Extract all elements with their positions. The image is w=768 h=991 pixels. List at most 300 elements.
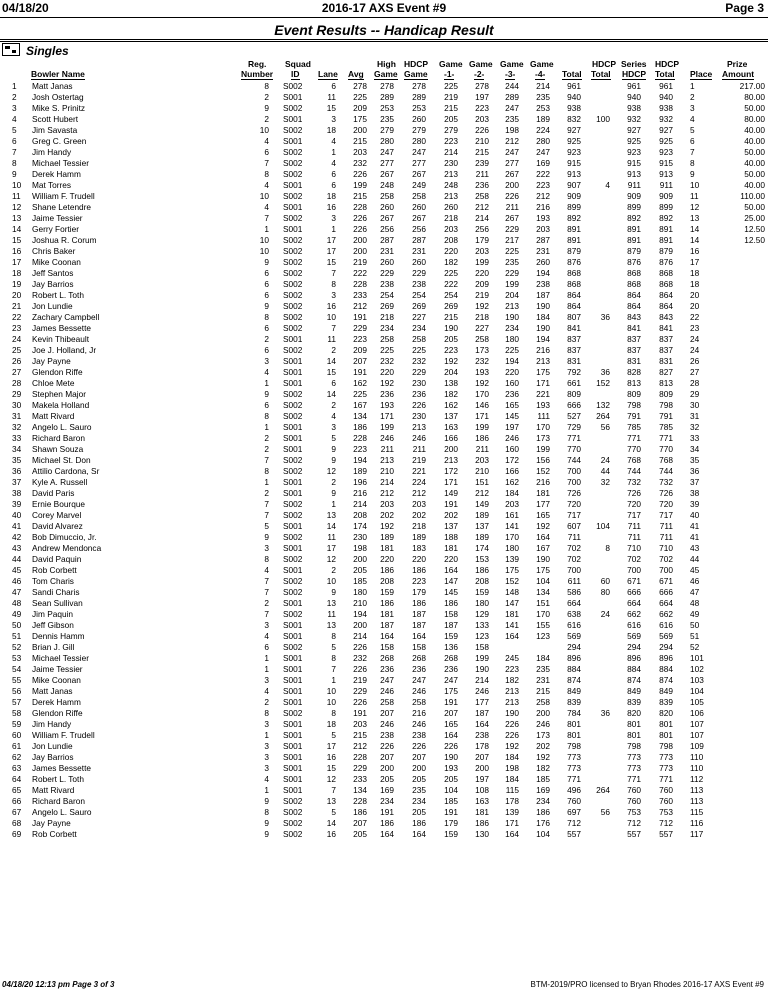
cell-lane: 17 — [326, 246, 336, 256]
cell-game-4: 203 — [536, 224, 550, 234]
cell-reg-number: 7 — [264, 499, 269, 509]
cell-squad-id: S001 — [283, 433, 303, 443]
cell-hdcp-game: 224 — [412, 477, 426, 487]
cell-average: 229 — [353, 763, 367, 773]
cell-game-4: 173 — [536, 730, 550, 740]
cell-reg-number: 1 — [264, 653, 269, 663]
cell-total: 868 — [567, 268, 581, 278]
cell-place: 34 — [690, 444, 700, 454]
cell-high-game: 232 — [380, 356, 394, 366]
cell-place: 113 — [690, 796, 704, 806]
cell-total: 891 — [567, 224, 581, 234]
cell-reg-number: 6 — [264, 323, 269, 333]
cell-reg-number: 7 — [264, 158, 269, 168]
cell-total: 831 — [567, 356, 581, 366]
cell-lane: 2 — [331, 565, 336, 575]
cell-lane: 11 — [327, 92, 336, 102]
cell-high-game: 256 — [380, 224, 394, 234]
cell-total: 661 — [567, 378, 581, 388]
cell-game-2: 189 — [475, 510, 489, 520]
cell-game-4: 104 — [536, 829, 550, 839]
table-row — [0, 620, 768, 631]
cell-game-2: 226 — [475, 125, 489, 135]
cell-hdcp-game: 221 — [412, 466, 426, 476]
cell-total: 841 — [567, 323, 581, 333]
cell-series-hdcp: 712 — [627, 818, 641, 828]
cell-hdcp-grand-total: 753 — [659, 807, 673, 817]
cell-row-number: 60 — [12, 730, 22, 740]
cell-game-1: 213 — [444, 169, 458, 179]
cell-hdcp-grand-total: 891 — [659, 235, 673, 245]
section-heading — [2, 43, 69, 58]
col-high-top: High — [377, 59, 396, 69]
cell-high-game: 220 — [380, 367, 394, 377]
table-row — [0, 543, 768, 554]
header-date: 04/18/20 — [2, 1, 49, 15]
cell-game-1: 172 — [444, 466, 458, 476]
cell-series-hdcp: 864 — [627, 301, 641, 311]
cell-series-hdcp: 896 — [627, 653, 641, 663]
cell-place: 20 — [690, 290, 700, 300]
cell-average: 186 — [353, 422, 367, 432]
cell-lane: 8 — [331, 653, 336, 663]
cell-series-hdcp: 864 — [627, 290, 641, 300]
cell-reg-number: 2 — [264, 697, 269, 707]
cell-game-2: 108 — [475, 785, 489, 795]
cell-hdcp-grand-total: 909 — [659, 191, 673, 201]
cell-hdcp-game: 258 — [412, 334, 426, 344]
cell-hdcp-game: 289 — [412, 92, 426, 102]
cell-place: 45 — [690, 565, 700, 575]
cell-place: 39 — [690, 499, 700, 509]
cell-game-1: 166 — [444, 433, 458, 443]
cell-squad-id: S002 — [283, 268, 303, 278]
cell-squad-id: S001 — [283, 741, 303, 751]
cell-row-number: 65 — [12, 785, 22, 795]
cell-place: 24 — [690, 334, 700, 344]
cell-lane: 8 — [331, 279, 336, 289]
cell-average: 205 — [353, 565, 367, 575]
cell-hdcp-grand-total: 864 — [659, 301, 673, 311]
cell-game-1: 159 — [444, 829, 458, 839]
cell-game-2: 153 — [475, 554, 489, 564]
cell-lane: 15 — [326, 367, 336, 377]
cell-total: 726 — [567, 488, 581, 498]
cell-bowler-name: Jim Handy — [32, 719, 72, 729]
cell-average: 199 — [353, 180, 367, 190]
cell-high-game: 254 — [380, 290, 394, 300]
cell-hdcp-grand-total: 925 — [659, 136, 673, 146]
cell-hdcp-grand-total: 843 — [659, 312, 673, 322]
cell-game-1: 236 — [444, 664, 458, 674]
cell-series-hdcp: 837 — [627, 334, 641, 344]
cell-high-game: 226 — [380, 741, 394, 751]
cell-average: 194 — [353, 609, 367, 619]
cell-row-number: 50 — [12, 620, 22, 630]
cell-game-3: 145 — [505, 411, 519, 421]
cell-squad-id: S002 — [283, 411, 303, 421]
cell-place: 109 — [690, 741, 704, 751]
cell-reg-number: 7 — [264, 587, 269, 597]
cell-place: 7 — [690, 147, 695, 157]
cell-bowler-name: Matt Rivard — [32, 411, 75, 421]
cell-row-number: 43 — [12, 543, 22, 553]
cell-lane: 17 — [326, 235, 336, 245]
cell-hdcp-game: 277 — [412, 158, 426, 168]
cell-hdcp-grand-total: 666 — [659, 587, 673, 597]
cell-squad-id: S002 — [283, 301, 303, 311]
cell-series-hdcp: 700 — [627, 565, 641, 575]
cell-hdcp-grand-total: 837 — [659, 334, 673, 344]
cell-squad-id: S002 — [283, 829, 303, 839]
cell-game-4: 184 — [536, 312, 550, 322]
cell-hdcp-game: 258 — [412, 697, 426, 707]
cell-bowler-name: Jim Handy — [32, 147, 72, 157]
table-row — [0, 598, 768, 609]
cell-place: 31 — [690, 411, 700, 421]
cell-game-4: 190 — [536, 323, 550, 333]
cell-average: 134 — [353, 411, 367, 421]
cell-series-hdcp: 773 — [627, 752, 641, 762]
cell-game-4: 260 — [536, 257, 550, 267]
cell-total: 773 — [567, 752, 581, 762]
cell-squad-id: S001 — [283, 631, 303, 641]
cell-bowler-name: Robert L. Toth — [32, 290, 84, 300]
cell-game-2: 137 — [475, 521, 489, 531]
cell-total: 874 — [567, 675, 581, 685]
cell-game-3: 192 — [505, 741, 519, 751]
cell-row-number: 67 — [12, 807, 22, 817]
cell-game-2: 214 — [475, 675, 489, 685]
col-reg-top: Reg. — [248, 59, 267, 69]
table-row — [0, 103, 768, 114]
cell-high-game: 247 — [380, 675, 394, 685]
cell-lane: 14 — [326, 818, 336, 828]
col-hdcptot-bot: Total — [655, 69, 675, 79]
cell-game-2: 215 — [475, 147, 489, 157]
cell-hdcp-total: 264 — [596, 785, 610, 795]
cell-hdcp-game: 211 — [412, 444, 426, 454]
cell-game-3: 225 — [505, 345, 519, 355]
cell-hdcp-grand-total: 884 — [659, 664, 673, 674]
cell-row-number: 48 — [12, 598, 22, 608]
cell-row-number: 57 — [12, 697, 22, 707]
cell-game-4: 156 — [536, 455, 550, 465]
cell-high-game: 193 — [380, 400, 394, 410]
cell-game-1: 215 — [444, 103, 458, 113]
cell-reg-number: 6 — [264, 147, 269, 157]
table-row — [0, 444, 768, 455]
cell-hdcp-game: 187 — [412, 620, 426, 630]
cell-place: 40 — [690, 510, 700, 520]
cell-game-3: 172 — [505, 455, 519, 465]
cell-total: 697 — [567, 807, 581, 817]
cell-game-1: 158 — [444, 609, 458, 619]
cell-bowler-name: Gerry Fortier — [32, 224, 80, 234]
cell-game-4: 287 — [536, 235, 550, 245]
cell-game-3: 198 — [505, 763, 519, 773]
cell-game-3: 245 — [505, 653, 519, 663]
cell-game-3: 182 — [505, 675, 519, 685]
cell-total: 884 — [567, 664, 581, 674]
cell-bowler-name: Jon Lundie — [32, 301, 73, 311]
cell-average: 226 — [353, 642, 367, 652]
cell-game-4: 104 — [536, 576, 550, 586]
cell-average: 194 — [353, 455, 367, 465]
title-divider — [0, 39, 768, 42]
cell-reg-number: 8 — [264, 554, 269, 564]
cell-series-hdcp: 868 — [627, 268, 641, 278]
cell-place: 116 — [690, 818, 704, 828]
cell-series-hdcp: 710 — [627, 543, 641, 553]
cell-high-game: 208 — [380, 576, 394, 586]
table-row — [0, 829, 768, 840]
cell-bowler-name: Tom Charis — [32, 576, 74, 586]
cell-place: 48 — [690, 598, 700, 608]
cell-game-1: 205 — [444, 334, 458, 344]
cell-series-hdcp: 711 — [627, 532, 641, 542]
cell-game-4: 152 — [536, 466, 550, 476]
cell-high-game: 213 — [380, 455, 394, 465]
cell-lane: 15 — [326, 257, 336, 267]
cell-hdcp-game: 254 — [412, 290, 426, 300]
cell-game-3: 152 — [505, 576, 519, 586]
table-row — [0, 290, 768, 301]
cell-game-3: 141 — [505, 521, 519, 531]
cell-row-number: 6 — [12, 136, 17, 146]
cell-squad-id: S002 — [283, 818, 303, 828]
cell-lane: 8 — [331, 708, 336, 718]
cell-lane: 13 — [326, 598, 336, 608]
cell-game-2: 192 — [475, 378, 489, 388]
cell-place: 105 — [690, 697, 704, 707]
cell-row-number: 64 — [12, 774, 22, 784]
cell-row-number: 55 — [12, 675, 22, 685]
cell-game-3: 199 — [505, 279, 519, 289]
cell-game-3: 213 — [505, 301, 519, 311]
cell-hdcp-total: 4 — [605, 180, 610, 190]
cell-average: 215 — [353, 730, 367, 740]
footer-left: 04/18/20 12:13 pm Page 3 of 3 — [2, 980, 115, 989]
cell-lane: 6 — [331, 169, 336, 179]
cell-bowler-name: Michael Tessier — [32, 158, 90, 168]
cell-place: 20 — [690, 301, 700, 311]
cell-game-1: 223 — [444, 345, 458, 355]
cell-prize-amount: 80.00 — [744, 114, 765, 124]
table-row — [0, 433, 768, 444]
cell-hdcp-grand-total: 616 — [659, 620, 673, 630]
table-row — [0, 114, 768, 125]
cell-total: 907 — [567, 180, 581, 190]
cell-row-number: 25 — [12, 345, 22, 355]
cell-series-hdcp: 760 — [627, 785, 641, 795]
cell-hdcp-game: 187 — [412, 609, 426, 619]
cell-bowler-name: Greg C. Green — [32, 136, 87, 146]
cell-reg-number: 3 — [264, 752, 269, 762]
cell-high-game: 186 — [380, 818, 394, 828]
cell-game-4: 235 — [536, 92, 550, 102]
cell-hdcp-game: 230 — [412, 411, 426, 421]
cell-squad-id: S002 — [283, 147, 303, 157]
cell-squad-id: S001 — [283, 488, 303, 498]
cell-squad-id: S001 — [283, 565, 303, 575]
cell-series-hdcp: 868 — [627, 279, 641, 289]
cell-high-game: 187 — [380, 620, 394, 630]
cell-game-3: 203 — [505, 499, 519, 509]
cell-row-number: 61 — [12, 741, 22, 751]
cell-game-4: 171 — [536, 378, 550, 388]
cell-high-game: 229 — [380, 268, 394, 278]
cell-reg-number: 2 — [264, 114, 269, 124]
cell-game-2: 232 — [475, 356, 489, 366]
cell-row-number: 18 — [12, 268, 22, 278]
cell-row-number: 28 — [12, 378, 22, 388]
cell-series-hdcp: 828 — [627, 367, 641, 377]
cell-place: 4 — [690, 114, 695, 124]
cell-game-2: 203 — [475, 455, 489, 465]
cell-place: 50 — [690, 620, 700, 630]
cell-game-3: 213 — [505, 686, 519, 696]
cell-hdcp-grand-total: 710 — [659, 543, 673, 553]
cell-hdcp-game: 220 — [412, 554, 426, 564]
cell-lane: 11 — [327, 609, 336, 619]
cell-high-game: 287 — [380, 235, 394, 245]
cell-reg-number: 8 — [264, 169, 269, 179]
cell-squad-id: S002 — [283, 466, 303, 476]
cell-lane: 14 — [326, 356, 336, 366]
cell-row-number: 12 — [12, 202, 22, 212]
cell-series-hdcp: 773 — [627, 763, 641, 773]
cell-game-3: 160 — [505, 378, 519, 388]
col-g1-top: Game — [439, 59, 463, 69]
cell-lane: 6 — [331, 378, 336, 388]
cell-game-2: 123 — [475, 631, 489, 641]
table-row — [0, 807, 768, 818]
cell-game-4: 253 — [536, 103, 550, 113]
cell-high-game: 248 — [380, 180, 394, 190]
results-table — [0, 81, 768, 840]
cell-average: 222 — [353, 268, 367, 278]
cell-reg-number: 10 — [259, 191, 269, 201]
cell-total: 864 — [567, 301, 581, 311]
cell-game-4: 216 — [536, 477, 550, 487]
cell-lane: 7 — [331, 664, 336, 674]
cell-hdcp-game: 158 — [412, 642, 426, 652]
cell-hdcp-grand-total: 711 — [659, 521, 673, 531]
col-g1-bot: -1- — [444, 69, 455, 79]
cell-hdcp-game: 205 — [412, 807, 426, 817]
cell-average: 232 — [353, 653, 367, 663]
cell-bowler-name: Kevin Thibeault — [32, 334, 90, 344]
cell-hdcp-game: 260 — [412, 114, 426, 124]
cell-series-hdcp: 711 — [627, 521, 641, 531]
cell-hdcp-grand-total: 671 — [659, 576, 673, 586]
cell-squad-id: S002 — [283, 587, 303, 597]
cell-prize-amount: 110.00 — [740, 191, 765, 201]
cell-hdcp-grand-total: 932 — [659, 114, 673, 124]
cell-lane: 7 — [331, 785, 336, 795]
cell-series-hdcp: 671 — [627, 576, 641, 586]
col-total: Total — [562, 69, 582, 79]
cell-hdcp-total: 32 — [600, 477, 610, 487]
table-row — [0, 565, 768, 576]
cell-hdcp-grand-total: 294 — [659, 642, 673, 652]
cell-lane: 17 — [326, 543, 336, 553]
table-row — [0, 499, 768, 510]
cell-total: 611 — [567, 576, 581, 586]
cell-game-4: 221 — [536, 389, 550, 399]
cell-game-1: 269 — [444, 301, 458, 311]
cell-hdcp-game: 249 — [412, 180, 426, 190]
cell-game-2: 214 — [475, 213, 489, 223]
cell-game-1: 254 — [444, 290, 458, 300]
cell-squad-id: S001 — [283, 543, 303, 553]
cell-average: 167 — [353, 400, 367, 410]
cell-lane: 2 — [331, 400, 336, 410]
cell-series-hdcp: 760 — [627, 796, 641, 806]
cell-game-1: 165 — [444, 719, 458, 729]
cell-hdcp-grand-total: 864 — [659, 290, 673, 300]
table-row — [0, 202, 768, 213]
cell-place: 1 — [690, 81, 695, 91]
cell-lane: 3 — [331, 213, 336, 223]
cell-reg-number: 9 — [264, 257, 269, 267]
cell-game-1: 203 — [444, 224, 458, 234]
cell-reg-number: 7 — [264, 213, 269, 223]
cell-bowler-name: Jim Savasta — [32, 125, 78, 135]
cell-reg-number: 4 — [264, 774, 269, 784]
cell-reg-number: 6 — [264, 642, 269, 652]
cell-place: 27 — [690, 367, 700, 377]
cell-place: 2 — [690, 92, 695, 102]
cell-lane: 5 — [331, 642, 336, 652]
cell-hdcp-grand-total: 820 — [659, 708, 673, 718]
cell-game-2: 210 — [475, 136, 489, 146]
cell-game-2: 212 — [475, 202, 489, 212]
cell-average: 215 — [353, 191, 367, 201]
cell-series-hdcp: 915 — [627, 158, 641, 168]
cell-hdcp-grand-total: 771 — [659, 433, 673, 443]
cell-game-2: 129 — [475, 609, 489, 619]
cell-squad-id: S002 — [283, 81, 303, 91]
cell-hdcp-game: 213 — [412, 422, 426, 432]
cell-average: 226 — [353, 213, 367, 223]
table-row — [0, 664, 768, 675]
cell-game-4: 193 — [536, 213, 550, 223]
cell-game-4: 234 — [536, 796, 550, 806]
cell-reg-number: 9 — [264, 389, 269, 399]
cell-squad-id: S001 — [283, 367, 303, 377]
cell-hdcp-game: 253 — [412, 103, 426, 113]
table-row — [0, 576, 768, 587]
cell-game-2: 220 — [475, 268, 489, 278]
cell-reg-number: 3 — [264, 620, 269, 630]
cell-series-hdcp: 726 — [627, 488, 641, 498]
cell-place: 46 — [690, 576, 700, 586]
table-row — [0, 257, 768, 268]
cell-hdcp-grand-total: 760 — [659, 785, 673, 795]
cell-game-3: 246 — [505, 433, 519, 443]
cell-reg-number: 4 — [264, 686, 269, 696]
col-bowler: Bowler Name — [31, 69, 85, 79]
cell-hdcp-game: 229 — [412, 268, 426, 278]
cell-prize-amount: 12.50 — [744, 224, 765, 234]
table-row — [0, 411, 768, 422]
cell-game-2: 186 — [475, 818, 489, 828]
table-row — [0, 323, 768, 334]
cell-hdcp-total: 24 — [600, 455, 610, 465]
cell-squad-id: S001 — [283, 180, 303, 190]
